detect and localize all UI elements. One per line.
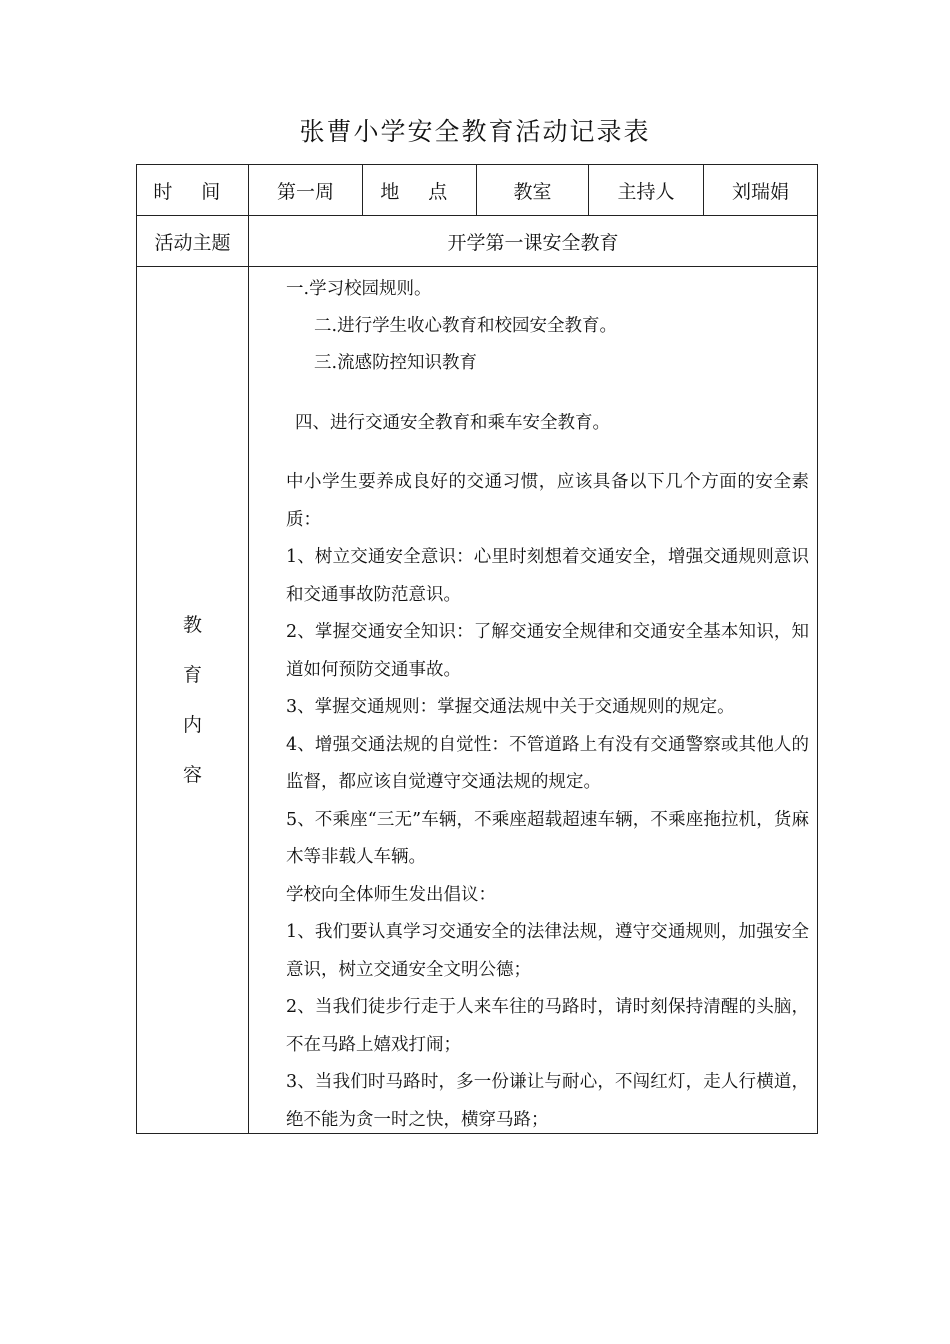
document-title: 张曹小学安全教育活动记录表	[299, 117, 651, 146]
theme-value-cell	[249, 216, 818, 267]
time-label-cell	[137, 165, 249, 216]
place-value-cell	[477, 165, 589, 216]
theme-label: 活动主题	[154, 231, 231, 254]
content-paragraph: 1、树立交通安全意识：心里时刻想着交通安全，增强交通规则意识和交通事故防范意识。	[286, 547, 809, 605]
content-label-char: 容	[182, 764, 202, 786]
time-label: 时 间	[153, 180, 232, 203]
place-label: 地 点	[380, 180, 459, 203]
host-value: 刘瑞娟	[731, 180, 789, 203]
host-label-cell	[589, 165, 704, 216]
content-paragraph: 1、我们要认真学习交通安全的法律法规，遵守交通规则，加强安全意识，树立交通安全文明公德；	[286, 922, 809, 980]
content-paragraph: 4、增强交通法规的自觉性：不管道路上有没有交通警察或其他人的监督，都应该自觉遵守交通法规的规定。	[286, 734, 809, 792]
record-table	[136, 164, 818, 1134]
content-paragraph: 3、掌握交通规则：掌握交通法规中关于交通规则的规定。	[286, 697, 735, 717]
content-paragraph: 2、掌握交通安全知识：了解交通安全规律和交通安全基本知识，知道如何预防交通事故。	[286, 622, 809, 680]
content-label-char: 教	[182, 614, 202, 636]
content-paragraph: 3、当我们时马路时，多一份谦让与耐心，不闯红灯，走人行横道，绝不能为贪一时之快，横穿马路；	[286, 1072, 809, 1130]
content-cell	[249, 267, 818, 1134]
content-item-1: 一.学习校园规则。	[286, 279, 432, 299]
content-label-cell	[137, 267, 249, 1134]
content-label-char: 育	[182, 664, 202, 686]
theme-value: 开学第一课安全教育	[447, 231, 619, 254]
content-paragraph: 学校向全体师生发出倡议：	[286, 884, 496, 905]
time-value-cell	[249, 165, 363, 216]
host-label: 主持人	[617, 180, 675, 203]
theme-row	[137, 216, 818, 267]
content-body	[286, 271, 809, 1139]
place-label-cell	[363, 165, 477, 216]
content-item-3: 三.流感防控知识教育	[314, 353, 478, 373]
time-value: 第一周	[276, 180, 334, 203]
host-value-cell	[704, 165, 818, 216]
content-label-char: 内	[182, 714, 202, 736]
content-item-2: 二.进行学生收心教育和校园安全教育。	[314, 316, 618, 336]
header-row	[137, 165, 818, 216]
content-item-4: 四、进行交通安全教育和乘车安全教育。	[295, 413, 610, 433]
content-row	[137, 267, 818, 1134]
content-paragraph: 中小学生要养成良好的交通习惯，应该具备以下几个方面的安全素质：	[286, 472, 809, 530]
content-paragraph: 5、不乘座“三无”车辆，不乘座超载超速车辆，不乘座拖拉机，货麻木等非载人车辆。	[286, 809, 809, 867]
theme-label-cell	[137, 216, 249, 267]
content-paragraph: 2、当我们徒步行走于人来车往的马路时，请时刻保持清醒的头脑，不在马路上嬉戏打闹；	[286, 997, 809, 1055]
place-value: 教室	[513, 180, 552, 203]
